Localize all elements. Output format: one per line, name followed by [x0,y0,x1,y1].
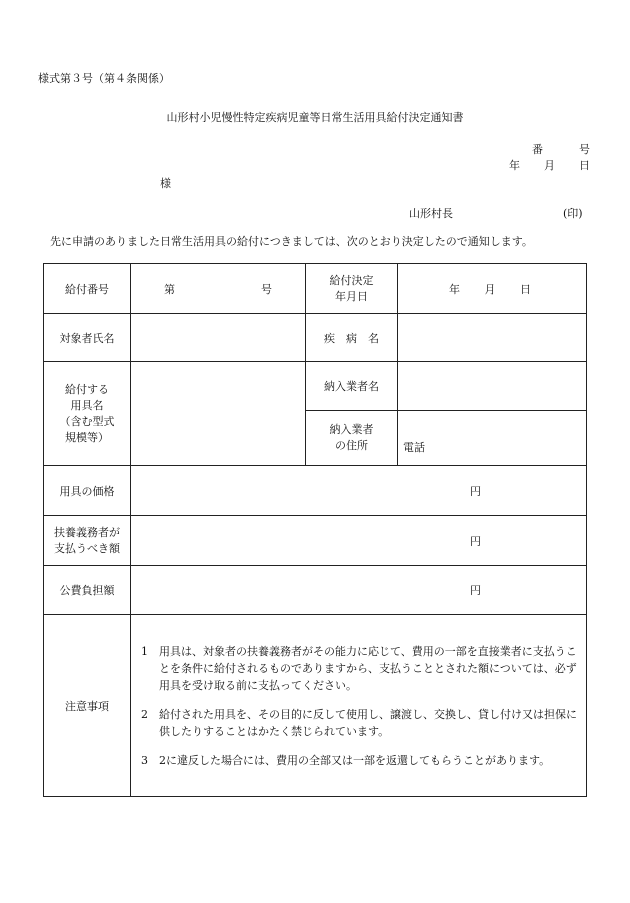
equipment-label: 給付する 用具名 （含む型式 規模等） [44,362,131,466]
decision-date-cell [398,264,587,314]
vendor-name-value [398,362,587,411]
sender-name: 山形村長 [409,207,453,220]
issue-day: 日 [579,159,590,172]
note-item: 1 用具は、対象者の扶養義務者がその能力に応じて、費用の一部を直接業者に支払うことを条件に給付されるものでありますから、支払うこととされた額については、必ず用具を受け取る前に支払ってください。 [141,643,580,694]
issue-date [509,157,590,173]
document-number [532,141,590,157]
note-item: 2 給付された用具を、その目的に反して使用し、譲渡し、交換し、貸し付け又は担保に供したりすることはかたく禁じられています。 [141,706,580,740]
decision-table [43,263,587,797]
grant-number-prefix: 第 [164,282,175,296]
grant-number-suffix: 号 [261,282,272,296]
note-item: 3 2に違反した場合には、費用の全部又は一部を返還してもらうことがあります。 [141,752,580,769]
form-number: 様式第３号（第４条関係） [38,72,170,85]
vendor-name-label: 納入業者名 [306,362,398,411]
guardian-pay-label: 扶養義務者が 支払うべき額 [44,516,131,566]
intro-text: 先に申請のありました日常生活用具の給付につきましては、次のとおり決定したので通知します。 [50,235,533,248]
disease-value [398,314,587,362]
guardian-pay-value [131,516,587,566]
equipment-value [131,362,306,466]
grant-number-label: 給付番号 [44,264,131,314]
notes-list [131,615,587,797]
phone-label: 電話 [403,441,425,454]
issue-month: 月 [544,159,555,172]
guardian-pay-unit: 円 [470,534,481,548]
note-text: 2に違反した場合には、費用の全部又は一部を返還してもらうことがあります。 [159,753,551,767]
decision-month: 月 [484,282,496,296]
price-label: 用具の価格 [44,466,131,516]
decision-year: 年 [449,282,460,296]
grant-number-cell [131,264,306,314]
issue-year: 年 [509,159,520,172]
notes-label: 注意事項 [44,615,131,797]
note-text: 給付された用具を、その目的に反して使用し、譲渡し、交換し、貸し付け又は担保に供したりすることはかたく禁じられています。 [159,707,577,738]
number-suffix: 号 [579,143,590,156]
vendor-address-value [398,411,587,466]
public-burden-value [131,566,587,615]
public-burden-unit: 円 [470,584,481,597]
note-text: 用具は、対象者の扶養義務者がその能力に応じて、費用の一部を直接業者に支払うことを条件に給付されるものでありますから、支払うこととされた額については、必ず用具を受け取る前に支払ってください。 [159,644,577,692]
disease-label: 疾 病 名 [306,314,398,362]
subject-name-label: 対象者氏名 [44,314,131,362]
subject-name-value [131,314,306,362]
decision-day: 日 [520,282,531,296]
vendor-address-label: 納入業者 の住所 [306,411,398,466]
price-unit: 円 [470,484,481,498]
decision-date-label: 給付決定 年月日 [306,264,398,314]
addressee-suffix: 様 [160,177,171,190]
seal-mark: (印) [563,207,583,220]
price-value [131,466,587,516]
document-title: 山形村小児慢性特定疾病児童等日常生活用具給付決定通知書 [166,111,464,124]
number-label: 番 [532,143,543,156]
public-burden-label: 公費負担額 [44,566,131,615]
